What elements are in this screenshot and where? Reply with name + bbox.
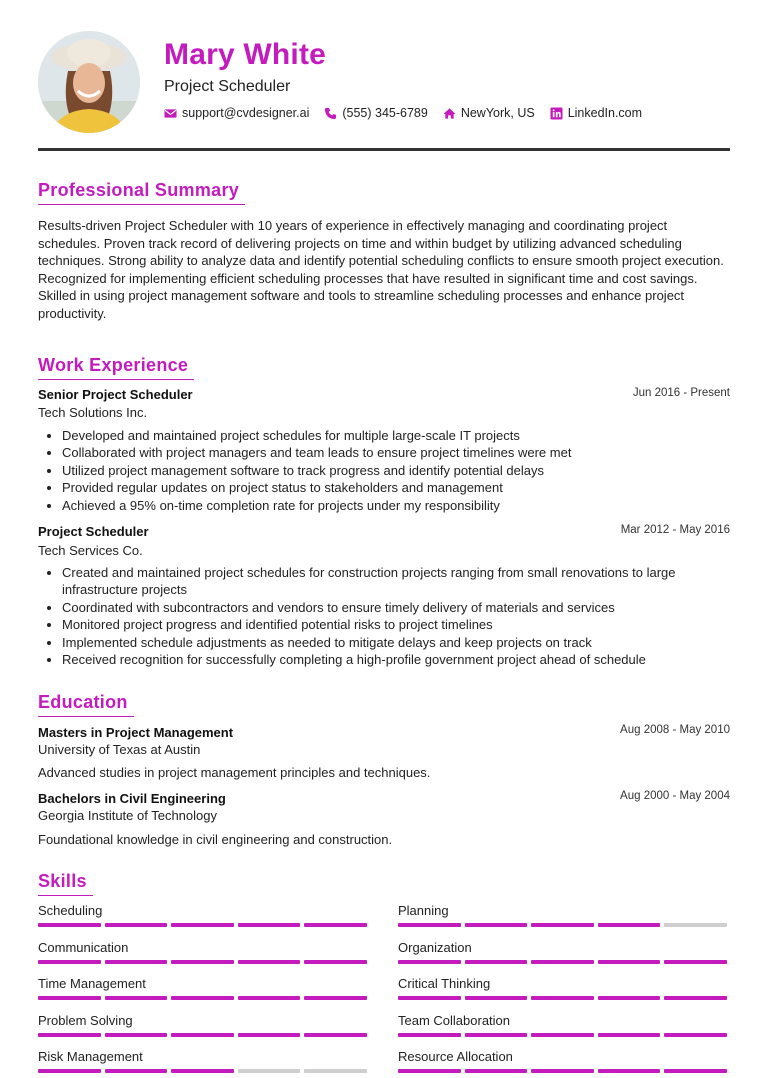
contact-location: [443, 106, 535, 120]
skill-level-filled: [304, 960, 367, 964]
skill-level-filled: [304, 996, 367, 1000]
skill-level-filled: [171, 923, 234, 927]
location-text: NewYork, US: [460, 106, 535, 120]
skill-level-filled: [171, 1069, 234, 1073]
skill-level-filled: [598, 1033, 661, 1037]
skill-level-filled: [531, 1069, 594, 1073]
list-item: • Utilized project management software to track progress and identify potential delays: [62, 462, 730, 479]
skill-item: [398, 940, 729, 964]
skill-level-filled: [304, 923, 367, 927]
skill-level-filled: [304, 1033, 367, 1037]
skill-name: Planning: [398, 903, 449, 918]
home-icon: [443, 107, 456, 120]
education-heading: Education: [38, 692, 134, 717]
skill-level-filled: [465, 923, 528, 927]
degree-title: Masters in Project Management: [38, 725, 234, 740]
skill-level-empty: [304, 1069, 367, 1073]
skill-level-filled: [598, 1069, 661, 1073]
school-name: Georgia Institute of Technology: [38, 808, 217, 823]
skill-level-filled: [171, 996, 234, 1000]
contact-phone[interactable]: [324, 106, 427, 120]
skill-rating-bar: [398, 1033, 729, 1037]
skill-level-filled: [465, 1033, 528, 1037]
summary-text: Results-driven Project Scheduler with 10 years of experience in effectively managing and coordinating project schedules. Proven track record of delivering projects on time and within budget by utilizing advanced scheduling techniques. Strong ability to analyze data and identify potential scheduling conflicts to ensure smooth project execution. Recognized for implementing efficient scheduling processes that have resulted in significant time and cost savings. Skilled in using project management software and tools to streamline scheduling processes and enhance project productivity.: [38, 218, 724, 321]
avatar: [38, 31, 140, 133]
skill-level-filled: [664, 960, 727, 964]
skill-rating-bar: [398, 996, 729, 1000]
skill-level-filled: [105, 1033, 168, 1037]
list-item: • Received recognition for successfully completing a high-profile government project ahead of schedule: [62, 651, 730, 668]
phone-text: (555) 345-6789: [342, 106, 428, 120]
skill-item: [38, 976, 369, 1000]
skill-level-filled: [238, 960, 301, 964]
skill-level-filled: [465, 960, 528, 964]
skill-level-filled: [398, 996, 461, 1000]
candidate-title: Project Scheduler: [164, 78, 291, 95]
skill-level-filled: [398, 923, 461, 927]
skill-level-filled: [238, 923, 301, 927]
school-name: University of Texas at Austin: [38, 742, 201, 757]
skill-level-filled: [38, 1069, 101, 1073]
skill-level-filled: [398, 1033, 461, 1037]
skill-rating-bar: [398, 960, 729, 964]
job-bullets: [38, 564, 730, 668]
degree-description: Foundational knowledge in civil engineering and construction.: [38, 832, 393, 847]
resume-page: [38, 0, 730, 1064]
skill-rating-bar: [38, 960, 369, 964]
job-dates: Jun 2016 - Present: [632, 387, 730, 399]
summary-heading: Professional Summary: [38, 180, 245, 205]
email-text: support@cvdesigner.ai: [182, 106, 310, 120]
job-title: Senior Project Scheduler: [38, 387, 193, 402]
skill-rating-bar: [38, 1033, 369, 1037]
degree-description: Advanced studies in project management principles and techniques.: [38, 765, 431, 780]
job-dates: Mar 2012 - May 2016: [620, 524, 730, 536]
skill-name: Team Collaboration: [398, 1013, 511, 1028]
skill-level-filled: [531, 960, 594, 964]
job-company: Tech Solutions Inc.: [38, 405, 148, 420]
skill-item: [398, 903, 729, 927]
skill-level-filled: [531, 1033, 594, 1037]
skill-rating-bar: [38, 923, 369, 927]
list-item: • Provided regular updates on project status to stakeholders and management: [62, 479, 730, 496]
work-heading: Work Experience: [38, 355, 194, 380]
contact-bar: [164, 106, 657, 120]
skill-level-filled: [598, 996, 661, 1000]
skill-level-filled: [38, 960, 101, 964]
candidate-name: Mary White: [164, 38, 327, 71]
skill-level-filled: [38, 1033, 101, 1037]
skill-item: [38, 903, 369, 927]
skill-level-empty: [664, 923, 727, 927]
job-bullets: [38, 427, 730, 514]
list-item: • Created and maintained project schedules for construction projects ranging from small renovations to large infrastructure projects: [62, 564, 730, 599]
job-company: Tech Services Co.: [38, 543, 143, 558]
skill-name: Time Management: [38, 976, 146, 991]
envelope-icon: [164, 107, 177, 120]
skill-rating-bar: [38, 1069, 369, 1073]
skill-level-filled: [465, 996, 528, 1000]
skill-name: Risk Management: [38, 1049, 143, 1064]
skill-rating-bar: [398, 1069, 729, 1073]
skill-item: [38, 1049, 369, 1073]
list-item: • Monitored project progress and identified potential risks to project timelines: [62, 616, 730, 633]
degree-dates: Aug 2000 - May 2004: [620, 790, 730, 802]
skill-rating-bar: [398, 923, 729, 927]
skill-level-filled: [598, 960, 661, 964]
skill-name: Problem Solving: [38, 1013, 133, 1028]
linkedin-text: LinkedIn.com: [567, 106, 643, 120]
degree-title: Bachelors in Civil Engineering: [38, 791, 226, 806]
linkedin-icon: [550, 107, 563, 120]
list-item: • Collaborated with project managers and team leads to ensure project timelines were met: [62, 444, 730, 461]
skill-level-filled: [38, 923, 101, 927]
skill-level-filled: [664, 996, 727, 1000]
phone-icon: [324, 107, 337, 120]
skill-level-filled: [664, 1033, 727, 1037]
header-divider: [38, 148, 730, 151]
skill-level-filled: [664, 1069, 727, 1073]
list-item: • Achieved a 95% on-time completion rate for projects under my responsibility: [62, 497, 730, 514]
skill-level-empty: [238, 1069, 301, 1073]
skill-item: [398, 1013, 729, 1037]
skill-level-filled: [105, 1069, 168, 1073]
skill-level-filled: [105, 996, 168, 1000]
skill-level-filled: [598, 923, 661, 927]
skill-level-filled: [398, 1069, 461, 1073]
skill-level-filled: [38, 996, 101, 1000]
skill-name: Resource Allocation: [398, 1049, 513, 1064]
list-item: • Implemented schedule adjustments as needed to mitigate delays and keep projects on track: [62, 634, 730, 651]
skill-name: Communication: [38, 940, 129, 955]
skill-level-filled: [105, 923, 168, 927]
skill-name: Organization: [398, 940, 472, 955]
skill-level-filled: [531, 996, 594, 1000]
resume-header: [38, 0, 730, 150]
skill-item: [38, 940, 369, 964]
skill-level-filled: [238, 996, 301, 1000]
contact-linkedin[interactable]: [550, 106, 642, 120]
skill-rating-bar: [38, 996, 369, 1000]
skill-level-filled: [398, 960, 461, 964]
skill-level-filled: [465, 1069, 528, 1073]
skill-item: [38, 1013, 369, 1037]
contact-email[interactable]: [164, 106, 309, 120]
skill-level-filled: [531, 923, 594, 927]
degree-dates: Aug 2008 - May 2010: [620, 724, 730, 736]
skill-level-filled: [238, 1033, 301, 1037]
skill-level-filled: [171, 1033, 234, 1037]
skill-level-filled: [105, 960, 168, 964]
skill-item: [398, 1049, 729, 1073]
skill-level-filled: [171, 960, 234, 964]
skill-name: Scheduling: [38, 903, 103, 918]
skill-item: [398, 976, 729, 1000]
job-title: Project Scheduler: [38, 524, 149, 539]
list-item: • Coordinated with subcontractors and vendors to ensure timely delivery of materials and services: [62, 599, 730, 616]
list-item: • Developed and maintained project schedules for multiple large-scale IT projects: [62, 427, 730, 444]
skill-name: Critical Thinking: [398, 976, 491, 991]
skills-heading: Skills: [38, 871, 93, 896]
